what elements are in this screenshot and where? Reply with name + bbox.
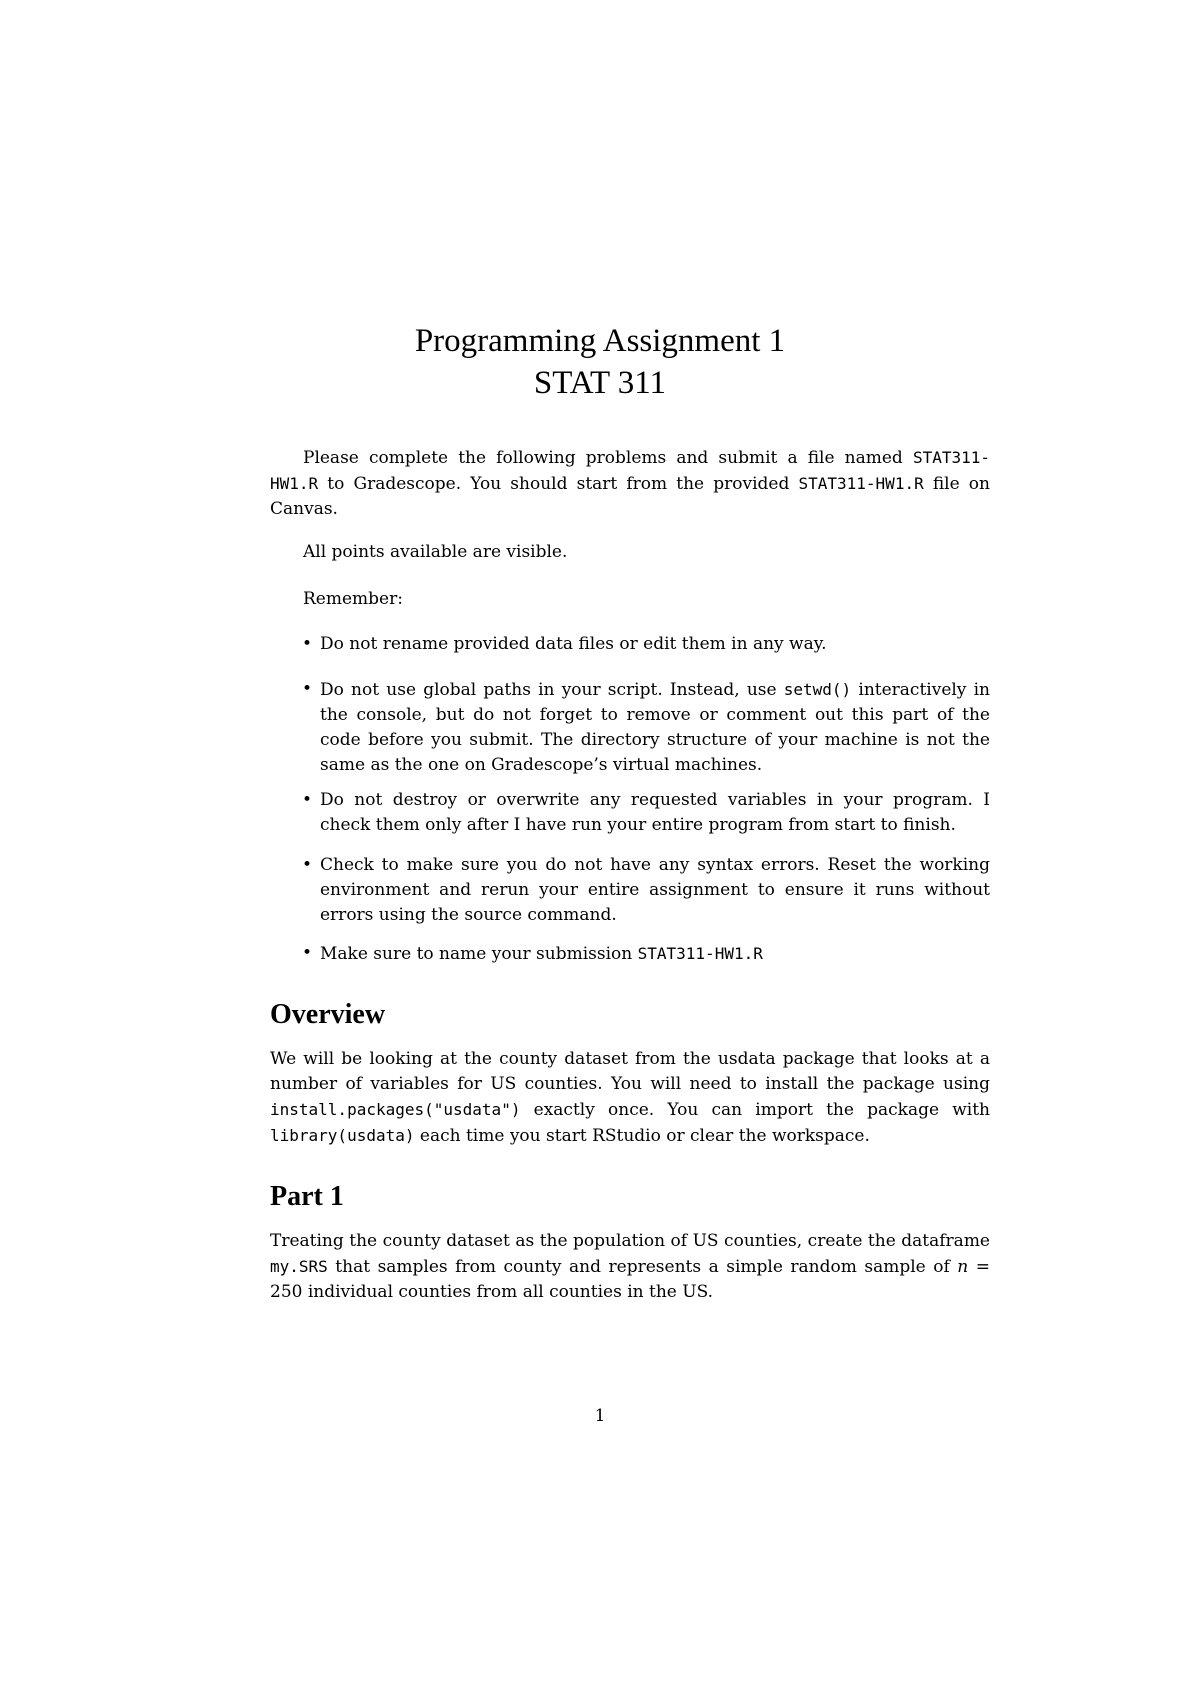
math-variable: n (957, 1257, 969, 1277)
inline-code: library(usdata) (270, 1126, 415, 1145)
bullet-icon: • (302, 943, 313, 963)
intro-text-a: Please complete the following problems and submit a file named (303, 448, 913, 468)
part1-section (270, 1180, 990, 1214)
list-item: • Do not use global paths in your script. Instead, use setwd() interactively in the console, but do not forget to remove or comment out this part of the code before you submit. The directory structure of your machine is not the same as the one on Gradescope’s virtual machines. (302, 679, 990, 775)
list-item: • Make sure to name your submission STAT311-HW1.R (302, 943, 763, 964)
filename-code: STAT311-HW1.R (798, 474, 924, 493)
section-heading: Part 1 (270, 1181, 344, 1212)
page-number: 1 (594, 1406, 606, 1426)
bullet-list (270, 632, 990, 657)
overview-section (270, 998, 990, 1032)
bullet-list-2 (270, 677, 990, 778)
inline-code: install.packages("usdata") (270, 1100, 521, 1119)
list-item: • Check to make sure you do not have any syntax errors. Reset the working environment and rerun your entire assignment to ensure it runs without errors using the source command. (302, 855, 990, 925)
bullet-list-5 (270, 941, 990, 967)
intro-text-b: to Gradescope. You should start from the provided (318, 474, 799, 494)
overview-paragraph: We will be looking at the county dataset from the usdata package that looks at a number of variables for US counties. You will need to install the package using install.packages("usdata") exactly once. You can import the package with library(usdata) each time you start RStudio or clear the workspace. (270, 1049, 990, 1146)
inline-code: STAT311-HW1.R (637, 944, 763, 963)
document-title (0, 320, 1200, 404)
inline-code: my.SRS (270, 1257, 328, 1276)
list-item: • Do not destroy or overwrite any requested variables in your program. I check them only after I have run your entire program from start to finish. (302, 790, 990, 835)
remember-label: Remember: (303, 589, 403, 609)
part1-paragraph: Treating the county dataset as the population of US counties, create the dataframe my.SRS that samples from county and represents a simple random sample of n = 250 individual counties from all counties in the US. (270, 1231, 990, 1302)
bullet-icon: • (302, 634, 313, 654)
list-item: • Do not rename provided data files or edit them in any way. (270, 632, 990, 657)
section-heading: Overview (270, 999, 386, 1030)
bullet-list-3 (270, 788, 990, 838)
bullet-icon: • (302, 679, 313, 699)
title-line-2: STAT 311 (533, 365, 667, 401)
title-line-1: Programming Assignment 1 (414, 323, 786, 359)
points-note: All points available are visible. (303, 542, 568, 562)
bullet-icon: • (302, 855, 313, 875)
bullet-icon: • (302, 790, 313, 810)
inline-code: setwd() (783, 680, 852, 699)
intro-text-c: file on Canvas. (270, 474, 990, 519)
intro-paragraph (270, 445, 990, 522)
bullet-list-4 (270, 853, 990, 928)
filename-code: STAT311-HW1.R (270, 448, 990, 493)
